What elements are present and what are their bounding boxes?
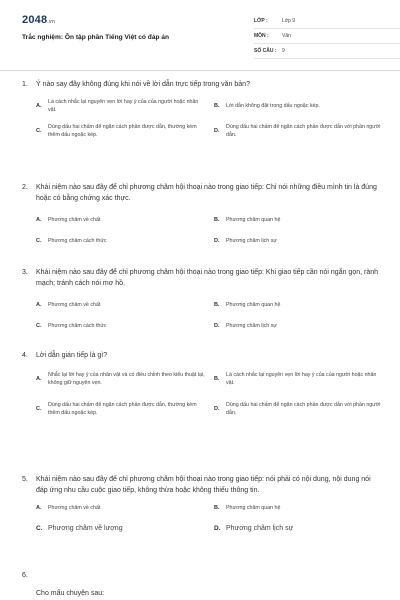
quiz-meta-table — [254, 14, 400, 59]
option-a[interactable]: A. Phương châm về chất — [36, 505, 101, 511]
question-stem: 4. Lời dẫn gián tiếp là gì? — [22, 352, 108, 359]
option-d[interactable]: D. Phương châm lịch sự — [214, 525, 294, 532]
options-grid — [36, 301, 382, 330]
site-logo[interactable]: 2048.vn — [22, 14, 56, 26]
meta-row-subject: MÔN : Văn — [254, 29, 400, 44]
options-grid — [36, 216, 382, 245]
option-a[interactable]: A. Phương châm về chất — [36, 302, 101, 308]
option-c[interactable]: C. Phương châm cách thức — [36, 238, 107, 244]
option-d[interactable]: D. Dùng dấu hai chấm để ngăn cách phần được dẫn với phần người dẫn. — [214, 123, 381, 138]
question-5 — [22, 475, 382, 534]
question-1 — [22, 80, 382, 139]
option-a[interactable]: A. Phương châm về chất — [36, 217, 101, 223]
question-3 — [22, 268, 382, 330]
options-grid — [36, 504, 382, 534]
question-number: 6. — [22, 572, 28, 579]
option-d[interactable]: D. Dùng dấu hai chấm để ngăn cách phần được dẫn với phần người dẫn. — [214, 401, 381, 416]
option-d[interactable]: D. Phương châm lịch sự — [214, 323, 277, 329]
option-d[interactable]: D. Phương châm lịch sự — [214, 238, 277, 244]
header-divider — [0, 70, 400, 71]
option-c[interactable]: C. Phương châm cách thức — [36, 323, 107, 329]
question-6 — [22, 571, 382, 582]
option-a[interactable]: A. Nhắc lại lời hay ý của nhân vật và có điều chỉnh theo kiểu thuật lại, không giữ nguyên vẹn. — [36, 371, 205, 386]
question-2 — [22, 183, 382, 245]
option-b[interactable]: B. Lời dẫn không đặt trong dấu ngoặc kép. — [214, 102, 320, 109]
option-b[interactable]: B. Phương châm quan hệ — [214, 302, 281, 308]
options-grid — [36, 98, 382, 139]
options-grid — [36, 371, 382, 417]
option-b[interactable]: B. Là cách nhắc lại nguyên vẹn lời hay ý của của người hoặc nhân vật. — [214, 371, 377, 386]
option-b[interactable]: B. Phương châm quan hệ — [214, 505, 281, 511]
option-b[interactable]: B. Phương châm quan hệ — [214, 217, 281, 223]
question-4 — [22, 351, 382, 417]
meta-row-question-count: SỐ CÂU : 9 — [254, 44, 400, 59]
page-title: Trắc nghiệm: Ôn tập phần Tiếng Việt có đáp án — [22, 34, 170, 41]
question-stem: 2. Khái niệm nào sau đây để chỉ phương châm hội thoại nào trong giao tiếp: Chỉ nói những điều mình tin là đúng hoặc có bằng chứng xác thực. — [22, 184, 377, 202]
option-c[interactable]: C. Phương châm về lượng — [36, 525, 123, 532]
option-a[interactable]: A. Là cách nhắc lại nguyên vẹn lời hay ý của của người hoặc nhân vật. — [36, 98, 199, 113]
option-c[interactable]: C. Dùng dấu hai chấm để ngăn cách phần được dẫn, thường kèm thêm dấu ngoặc kép. — [36, 401, 197, 416]
option-c[interactable]: C. Dùng dấu hai chấm để ngăn cách phần được dẫn, thường kèm thêm dấu ngoặc kép. — [36, 123, 197, 138]
quiz-header — [22, 14, 384, 60]
question-stem: 3. Khái niệm nào sau đây để chỉ phương châm hội thoại nào trong giao tiếp: Khi giao tiếp cần nói ngắn gọn, rành mạch; tránh cách nói mơ hồ. — [22, 269, 379, 287]
meta-row-grade: LỚP : Lớp 9 — [254, 14, 400, 29]
question-stem: 5. Khái niệm nào sau đây để chỉ phương châm hội thoại nào trong giao tiếp: nói phải có nội dung, nội dung nói đáp ứng nhu cầu cuộc giao tiếp, không thừa hoặc không thiếu thông tin. — [22, 476, 371, 494]
question-stem: 1. Ý nào say đây không đúng khi nói về lời dẫn trực tiếp trong văn bản? — [22, 81, 250, 88]
question-6-stem: Cho mẩu chuyện sau: — [36, 590, 105, 597]
